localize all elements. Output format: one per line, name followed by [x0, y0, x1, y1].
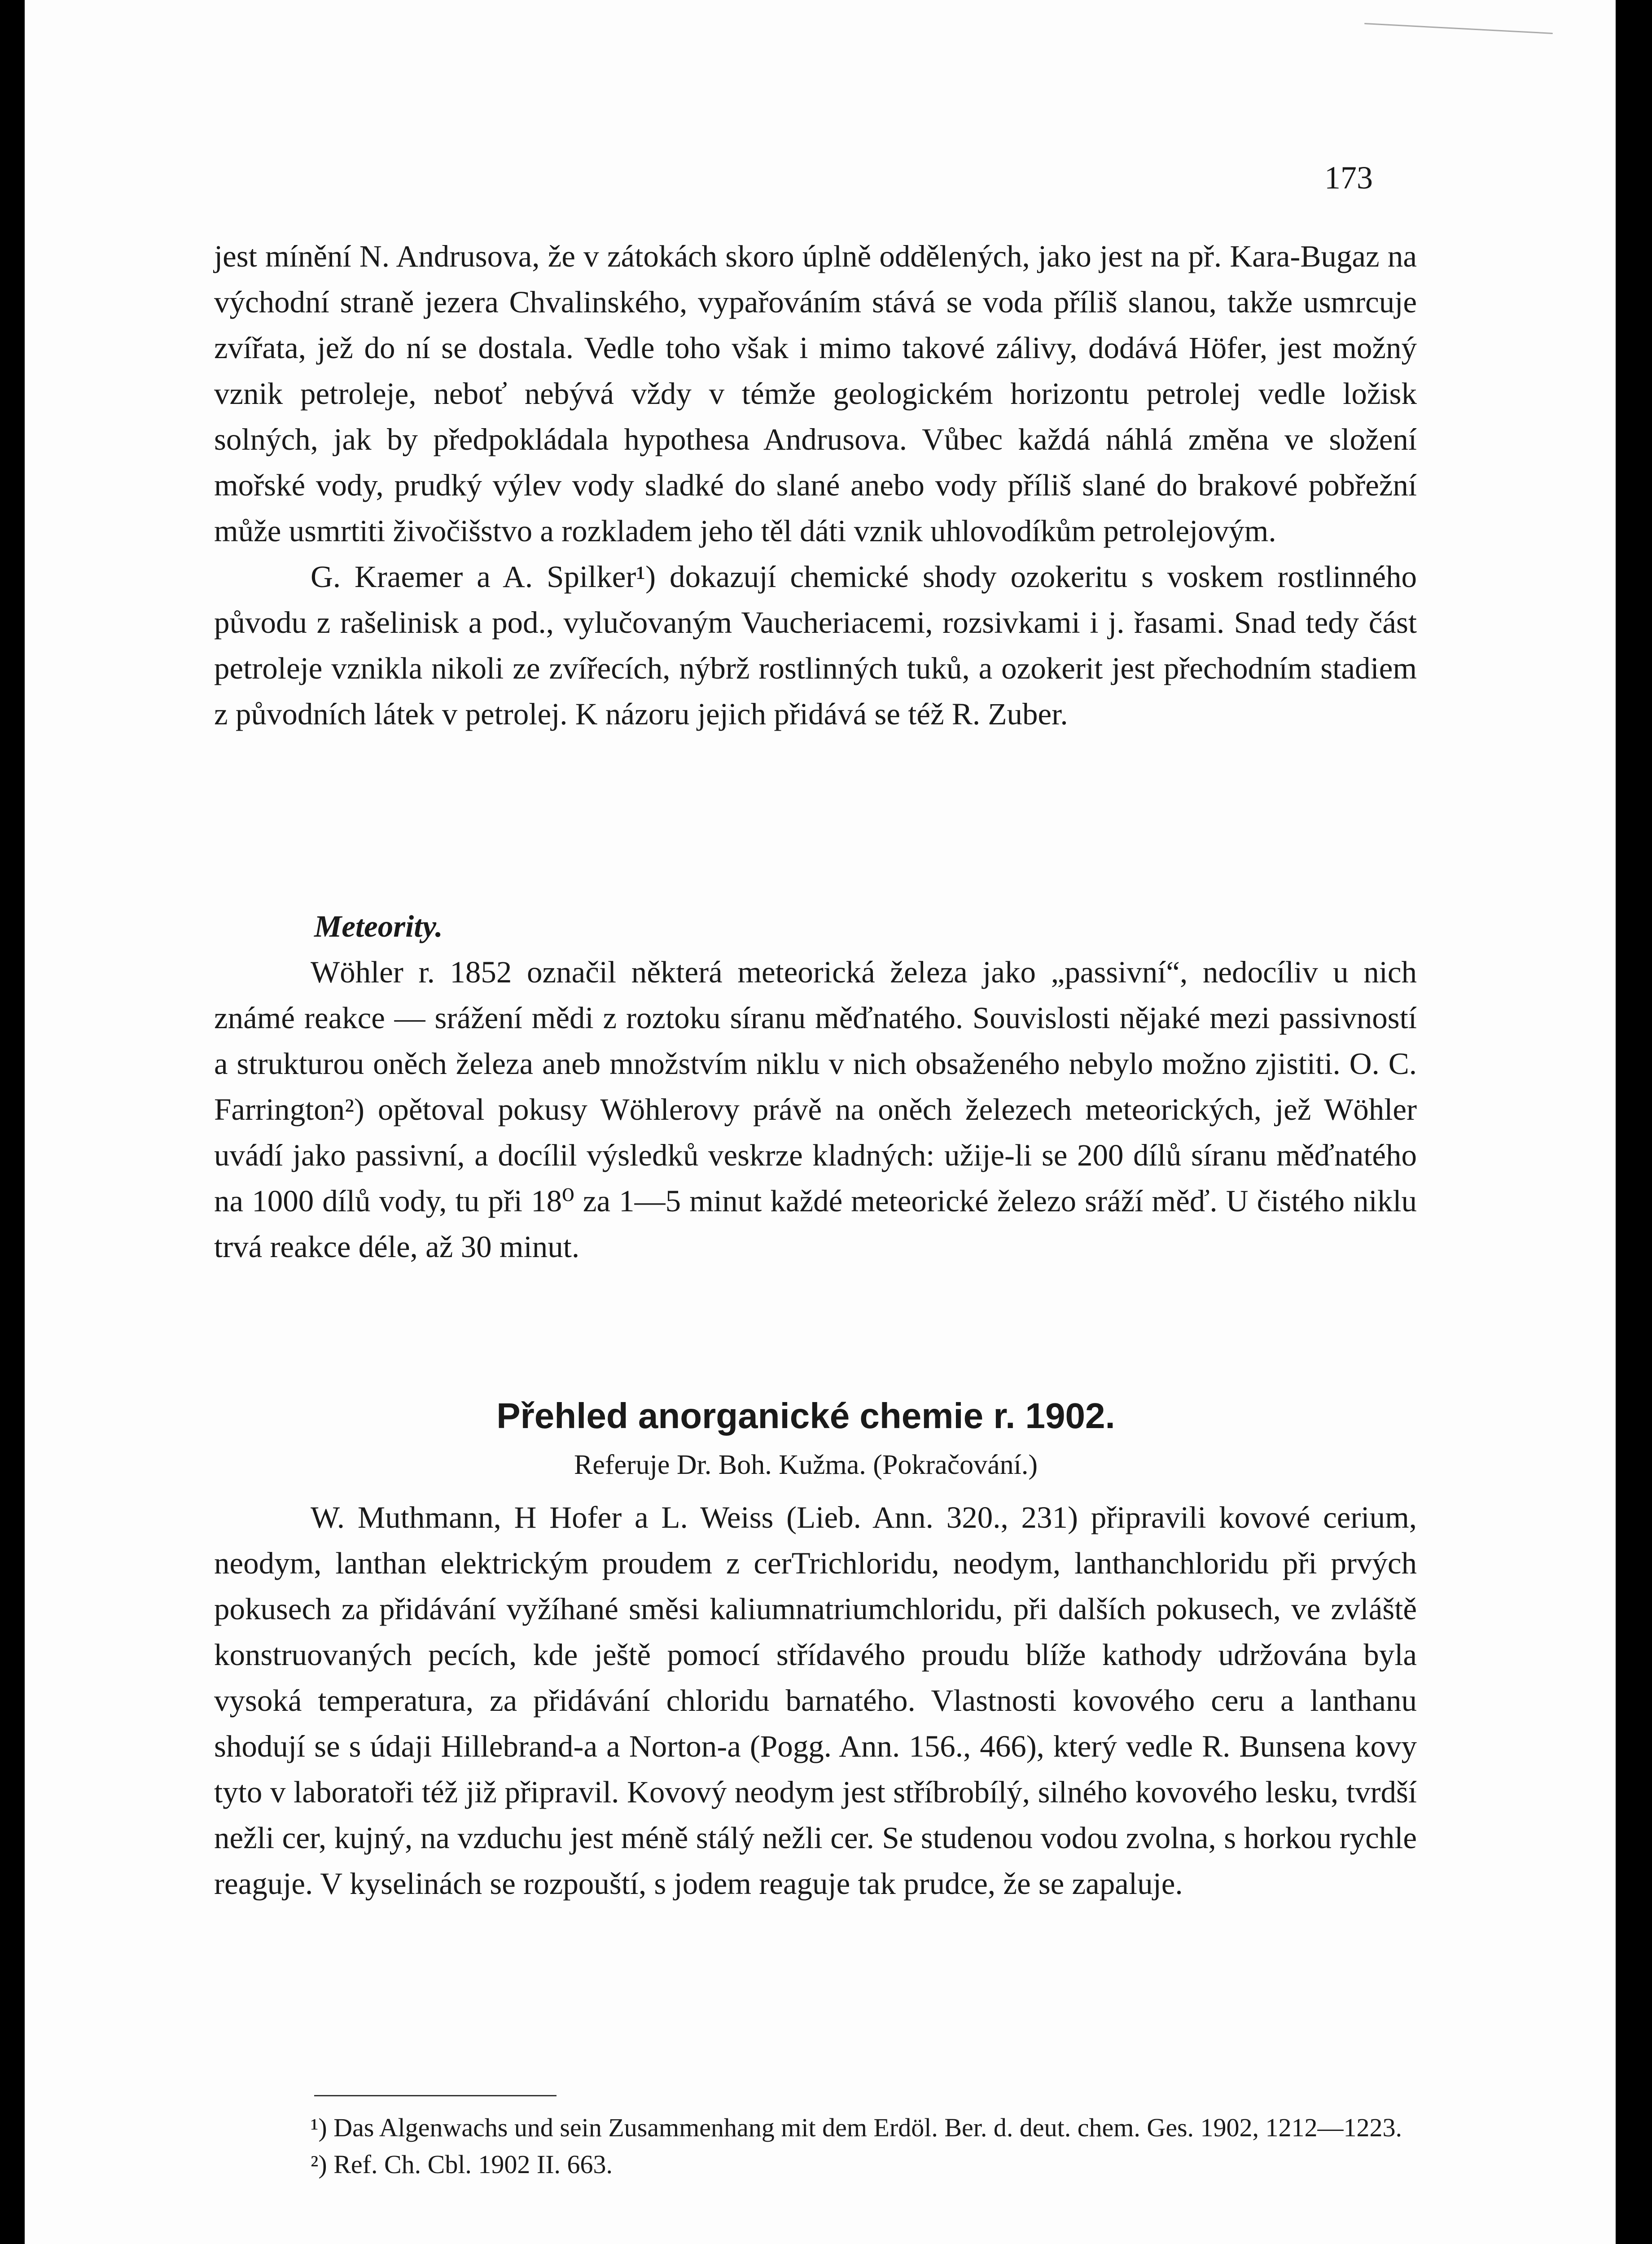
footnote-1: ¹) Das Algenwachs und sein Zusammenhang mit dem Erdöl. Ber. d. deut. chem. Ges. 1902, 1212—1223.: [311, 2113, 1402, 2142]
paragraph: W. Muthmann, H Hofer a L. Weiss (Lieb. Ann. 320., 231) připravili kovové cerium, neodym, lanthan elektrickým proudem z cerTrichloridu, neodym, lanthanchloridu při prvých pokusech za přidávání vyžíhané směsi kaliumnatriumchloridu, při dalších pokusech, ve zvláště konstruovaných pecích, kde ještě pomocí střídavého proudu blíže kathody udržována byla vysoká temperatura, za přidávání chloridu barnatého. Vlastnosti kovového ceru a lanthanu shodují se s údaji Hillebrand-a a Norton-a (Pogg. Ann. 156., 466), který vedle R. Bunsena kovy tyto v laboratoři též již připravil. Kovový neodym jest stříbrobílý, silného kovového lesku, tvrdší nežli cer, kujný, na vzduchu jest méně stálý nežli cer. Se studenou vodou zvolna, s horkou rychle reaguje. V kyselinách se rozpouští, s jodem reaguje tak prudce, že se zapaluje.: [214, 1500, 1417, 1901]
footnote-separator: [314, 2095, 557, 2096]
paragraph: jest mínění N. Andrusova, že v zátokách skoro úplně oddělených, jako jest na př. Kara-Bugaz na východní straně jezera Chvalinského, vypařováním stává se voda příliš slanou, takže usmrcuje zvířata, jež do ní se dostala. Vedle toho však i mimo takové zálivy, dodává Höfer, jest možný vznik petroleje, neboť nebývá vždy v témže geologickém horizontu petrolej vedle ložisk solných, jak by předpokládala hypothesa Andrusova. Vůbec každá náhlá změna ve složení mořské vody, prudký výlev vody sladké do slané anebo vody příliš slané do brakové pobřežní může usmrtiti živočišstvo a rozkladem jeho těl dáti vznik uhlovodíkům petrolejovým.: [214, 239, 1417, 548]
section-petroleum: [214, 233, 1417, 737]
footnotes: [214, 2109, 1417, 2183]
article-body: [214, 1495, 1417, 1907]
footnote-2: ²) Ref. Ch. Cbl. 1902 II. 663.: [311, 2150, 613, 2179]
page-number: 173: [1324, 160, 1373, 196]
journal-page: [25, 0, 1616, 2244]
paragraph: G. Kraemer a A. Spilker¹) dokazují chemické shody ozokeritu s voskem rostlinného původu z rašelinisk a pod., vylučovaným Vaucheriacemi, rozsivkami i j. řasami. Snad tedy část petroleje vznikla nikoli ze zvířecích, nýbrž rostlinných tuků, a ozokerit jest přechodním stadiem z původních látek v petrolej. K názoru jejich přidává se též R. Zuber.: [214, 560, 1417, 731]
article-byline: Referuje Dr. Boh. Kužma. (Pokračování.): [574, 1450, 1038, 1480]
section-meteorites: [214, 949, 1417, 1270]
section-heading: Meteority.: [314, 909, 443, 943]
scan-artifact-line: [1364, 23, 1553, 34]
paragraph: Wöhler r. 1852 označil některá meteorická železa jako „passivní“, nedocíliv u nich známé reakce — srážení mědi z roztoku síranu měďnatého. Souvislosti nějaké mezi passivností a strukturou oněch železa aneb množstvím niklu v nich obsaženého nebylo možno zjistiti. O. C. Farrington²) opětoval pokusy Wöhlerovy právě na oněch železech meteorických, jež Wöhler uvádí jako passivní, a docílil výsledků veskrze kladných: užije-li se 200 dílů síranu měďnatého na 1000 dílů vody, tu při 18⁰ za 1—5 minut každé meteorické železo sráží měď. U čistého niklu trvá reakce déle, až 30 minut.: [214, 955, 1417, 1264]
article-title: Přehled anorganické chemie r. 1902.: [496, 1396, 1115, 1436]
